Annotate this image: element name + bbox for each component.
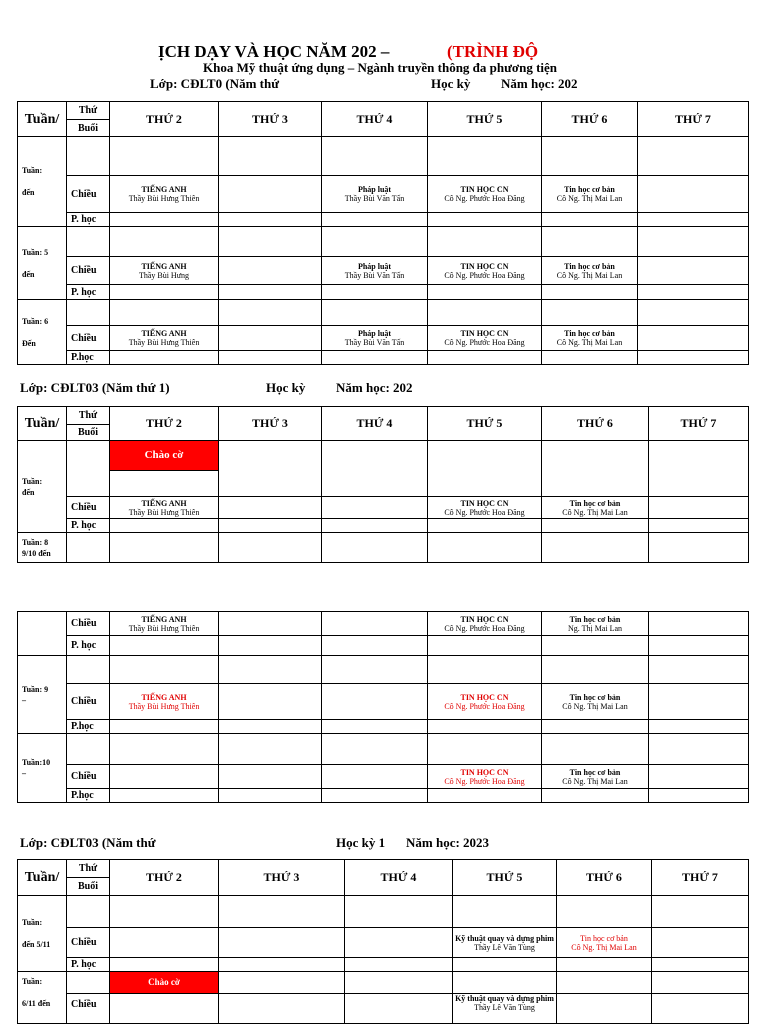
class-cell: TIẾNG ANH Thầy Bùi Hưng Thiên	[110, 497, 219, 519]
day-sat: THỨ 7	[652, 860, 749, 896]
title-text: ỊCH DẠY VÀ HỌC NĂM 202 –	[158, 42, 390, 61]
afternoon-label: Chiều	[67, 326, 110, 351]
day-tue: THỨ 3	[219, 102, 322, 137]
day-tue: THỨ 3	[219, 860, 345, 896]
week-header: Tuần/	[18, 860, 67, 896]
faculty-subtitle: Khoa Mỹ thuật ứng dụng – Ngành truyền thông đa phương tiện	[203, 60, 558, 75]
session-header-label: Buổi	[67, 878, 110, 896]
schedule-table-4	[17, 859, 749, 1024]
class-cell: TIN HỌC CN Cô Ng. Phước Hoa Đăng	[428, 612, 542, 636]
day-fri: THỨ 6	[542, 407, 649, 441]
week-header: Tuần/	[18, 407, 67, 441]
day-mon: THỨ 2	[110, 102, 219, 137]
day-sat: THỨ 7	[649, 407, 749, 441]
year-label-2: Năm học: 202	[336, 380, 413, 395]
afternoon-label: Chiều	[67, 928, 110, 958]
day-thu: THỨ 5	[428, 102, 542, 137]
week-label: Tuần: 9 –	[18, 656, 67, 734]
class-label-2: Lớp: CĐLT03 (Năm thứ 1)	[20, 380, 170, 395]
semester-label-4: Học kỳ 1	[336, 835, 386, 850]
day-header-label: Thứ	[67, 860, 110, 878]
week-label: Tuần: đến	[18, 137, 67, 227]
room-label: P. học	[67, 285, 110, 300]
class-cell: TIN HỌC CN Cô Ng. Phước Hoa Đăng	[428, 684, 542, 720]
day-wed: THỨ 4	[322, 102, 428, 137]
day-fri: THỨ 6	[542, 102, 638, 137]
class-cell: Kỹ thuật quay và dựng phim Thầy Lê Văn Tùng	[453, 928, 557, 958]
class-cell: TIẾNG ANH Thầy Bùi Hưng Thiên	[110, 612, 219, 636]
afternoon-label: Chiều	[67, 765, 110, 789]
afternoon-label: Chiều	[67, 497, 110, 519]
week-label: Tuần:10 –	[18, 734, 67, 803]
class-cell: TIẾNG ANH Thầy Bùi Hưng Thiên	[110, 684, 219, 720]
afternoon-label: Chiều	[67, 612, 110, 636]
week-label: Tuần: 8 9/10 đến	[18, 533, 67, 563]
class-cell: Pháp luật Thầy Bùi Văn Tấn	[322, 176, 428, 213]
class-cell: Pháp luật Thầy Bùi Văn Tấn	[322, 257, 428, 285]
class-cell: TIN HỌC CN Cô Ng. Phước Hoa Đăng	[428, 497, 542, 519]
class-cell: Kỹ thuật quay và dựng phim Thầy Lê Văn Tùng	[453, 994, 557, 1024]
class-cell: TIN HỌC CN Cô Ng. Phước Hoa Đăng	[428, 176, 542, 213]
level-title: (TRÌNH ĐỘ	[447, 42, 539, 61]
flag-ceremony-cell: Chào cờ	[110, 972, 219, 994]
class-cell: TIN HỌC CN Cô Ng. Phước Hoa Đăng	[428, 257, 542, 285]
week-label: Tuần: 6/11 đến	[18, 972, 67, 1024]
class-cell: Tin học cơ bản Ng. Thị Mai Lan	[542, 612, 649, 636]
room-label: P.học	[67, 789, 110, 803]
year-label: Năm học: 202	[501, 76, 578, 91]
session-header-label: Buổi	[67, 120, 110, 137]
day-mon: THỨ 2	[110, 860, 219, 896]
afternoon-label: Chiều	[67, 684, 110, 720]
room-label: P. học	[67, 213, 110, 227]
room-label: P.học	[67, 720, 110, 734]
class-cell: TIN HỌC CN Cô Ng. Phước Hoa Đăng	[428, 326, 542, 351]
class-cell: Tin học cơ bản Cô Ng. Thị Mai Lan	[542, 497, 649, 519]
flag-ceremony-cell: Chào cờ	[110, 441, 219, 471]
year-label-4: Năm học: 2023	[406, 835, 490, 850]
schedule-title	[158, 42, 389, 62]
schedule-table-2	[17, 406, 749, 563]
class-cell: TIẾNG ANH Thầy Bùi Hưng Thiên	[110, 176, 219, 213]
class-cell: Pháp luật Thầy Bùi Văn Tấn	[322, 326, 428, 351]
class-cell: TIN HỌC CN Cô Ng. Phước Hoa Đăng	[428, 765, 542, 789]
day-wed: THỨ 4	[345, 860, 453, 896]
week-label: Tuần: đến 5/11	[18, 896, 67, 972]
room-label: P.học	[67, 351, 110, 365]
class-cell: Tin học cơ bản Cô Ng. Thị Mai Lan	[542, 176, 638, 213]
afternoon-label: Chiều	[67, 994, 110, 1024]
schedule-table-1	[17, 101, 749, 365]
day-fri: THỨ 6	[557, 860, 652, 896]
day-tue: THỨ 3	[219, 407, 322, 441]
day-sat: THỨ 7	[638, 102, 749, 137]
semester-label-2: Học kỳ	[266, 380, 306, 395]
class-cell: TIẾNG ANH Thầy Bùi Hưng Thiên	[110, 326, 219, 351]
class-cell: Tin học cơ bản Cô Ng. Thị Mai Lan	[542, 684, 649, 720]
week-label: Tuần: đến	[18, 441, 67, 533]
afternoon-label: Chiều	[67, 257, 110, 285]
day-mon: THỨ 2	[110, 407, 219, 441]
day-header-label: Thứ	[67, 407, 110, 425]
semester-label: Học kỳ	[431, 76, 471, 91]
schedule-table-3	[17, 611, 749, 803]
room-label: P. học	[67, 519, 110, 533]
week-header: Tuần/	[18, 102, 67, 137]
room-label: P. học	[67, 958, 110, 972]
class-cell: Tin học cơ bản Cô Ng. Thị Mai Lan	[542, 326, 638, 351]
class-cell: Tin học cơ bản Cô Ng. Thị Mai Lan	[542, 765, 649, 789]
class-label-4: Lớp: CĐLT03 (Năm thứ	[20, 835, 156, 850]
afternoon-label: Chiều	[67, 176, 110, 213]
week-label: Tuần: 6 Đến	[18, 300, 67, 365]
class-cell: Tin học cơ bản Cô Ng. Thị Mai Lan	[542, 257, 638, 285]
day-thu: THỨ 5	[453, 860, 557, 896]
session-header-label: Buổi	[67, 425, 110, 441]
day-header-label: Thứ	[67, 102, 110, 120]
week-label: Tuần: 5 đến	[18, 227, 67, 300]
day-thu: THỨ 5	[428, 407, 542, 441]
day-wed: THỨ 4	[322, 407, 428, 441]
class-cell: TIẾNG ANH Thầy Bùi Hưng	[110, 257, 219, 285]
room-label: P. học	[67, 636, 110, 656]
class-cell: Tin học cơ bản Cô Ng. Thị Mai Lan	[557, 928, 652, 958]
class-label: Lớp: CĐLT0 (Năm thứ	[150, 76, 280, 91]
